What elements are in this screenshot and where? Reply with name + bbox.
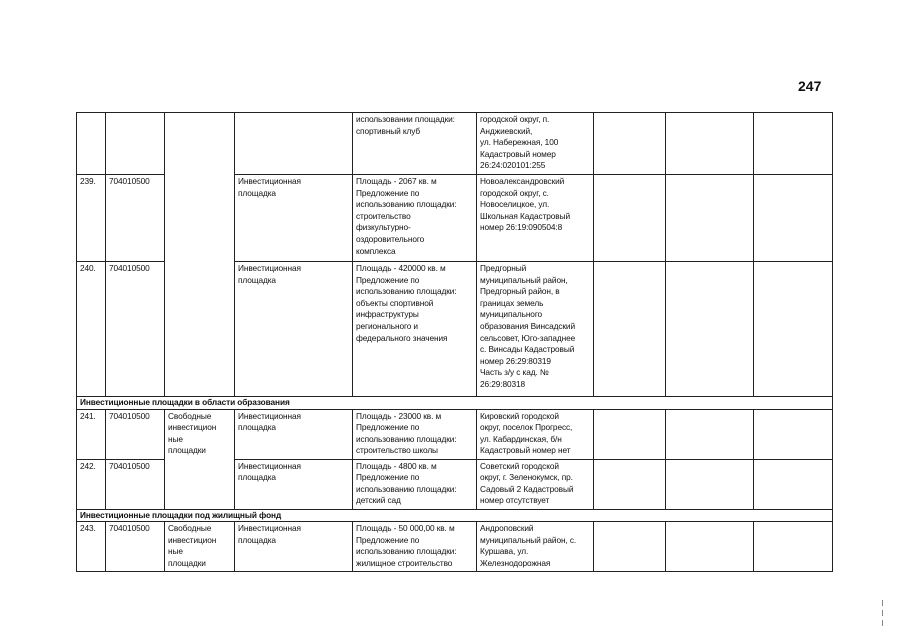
code-cell: 704010500	[106, 459, 165, 509]
address-cell: Советский городской округ, г. Зеленокумск, пр. Садовый 2 Кадастровый номер отсутствует	[477, 459, 594, 509]
description-cell: использовании площадки: спортивный клуб	[353, 113, 477, 175]
row-number-cell: 242.	[77, 459, 106, 509]
section-title: Инвестиционные площадки в области образования	[77, 397, 833, 410]
address-cell: Предгорный муниципальный район, Предгорный район, в границах земель муниципального образования Винсадский сельсовет, Юго-западнее с. Винсады Кадастровый номер 26:29:80319 Часть з/у с кад. № 26:29:80318	[477, 262, 594, 397]
empty-cell	[754, 262, 833, 397]
address-cell: Кировский городской округ, поселок Прогресс, ул. Кабардинская, б/н Кадастровый номер нет	[477, 409, 594, 459]
description-cell: Площадь - 50 000,00 кв. м Предложение по использованию площадки: жилищное строительство	[353, 522, 477, 571]
table-row	[77, 522, 833, 571]
empty-cell	[594, 459, 666, 509]
empty-cell	[754, 409, 833, 459]
empty-cell	[594, 409, 666, 459]
description-cell: Площадь - 4800 кв. м Предложение по использованию площадки: детский сад	[353, 459, 477, 509]
name-cell: Инвестиционная площадка	[235, 262, 353, 397]
type-cell: Свободные инвестицион ные площадки	[165, 522, 235, 571]
empty-cell	[594, 262, 666, 397]
type-cell: Свободные инвестицион ные площадки	[165, 409, 235, 509]
empty-cell	[594, 113, 666, 175]
empty-cell	[666, 175, 754, 262]
address-cell: городской округ, п. Анджиевский, ул. Набережная, 100 Кадастровый номер 26:24:020101:255	[477, 113, 594, 175]
code-cell: 704010500	[106, 175, 165, 262]
row-number-cell	[77, 113, 106, 175]
section-header-row	[77, 509, 833, 522]
empty-cell	[594, 522, 666, 571]
scan-margin-marks	[882, 600, 884, 640]
empty-cell	[666, 522, 754, 571]
name-cell	[235, 113, 353, 175]
code-cell: 704010500	[106, 522, 165, 571]
name-cell: Инвестиционная площадка	[235, 459, 353, 509]
address-cell: Новоалександровский городской округ, с. Новоселицкое, ул. Школьная Кадастровый номер 26:19:090504:8	[477, 175, 594, 262]
address-cell: Андроповский муниципальный район, с. Куршава, ул. Железнодорожная	[477, 522, 594, 571]
name-cell: Инвестиционная площадка	[235, 522, 353, 571]
empty-cell	[666, 262, 754, 397]
section-header-row	[77, 397, 833, 410]
empty-cell	[666, 409, 754, 459]
empty-cell	[666, 113, 754, 175]
name-cell: Инвестиционная площадка	[235, 175, 353, 262]
description-cell: Площадь - 420000 кв. м Предложение по использованию площадки: объекты спортивной инфраструктуры регионального и федерального значения	[353, 262, 477, 397]
name-cell: Инвестиционная площадка	[235, 409, 353, 459]
page-number: 247	[798, 78, 822, 94]
empty-cell	[594, 175, 666, 262]
row-number-cell: 243.	[77, 522, 106, 571]
row-number-cell: 240.	[77, 262, 106, 397]
description-cell: Площадь - 23000 кв. м Предложение по использованию площадки: строительство школы	[353, 409, 477, 459]
empty-cell	[754, 522, 833, 571]
row-number-cell: 239.	[77, 175, 106, 262]
code-cell: 704010500	[106, 262, 165, 397]
code-cell	[106, 113, 165, 175]
table-row	[77, 113, 833, 175]
empty-cell	[666, 459, 754, 509]
empty-cell	[754, 113, 833, 175]
row-number-cell: 241.	[77, 409, 106, 459]
section-title: Инвестиционные площадки под жилищный фонд	[77, 509, 833, 522]
empty-cell	[754, 175, 833, 262]
type-cell	[165, 113, 235, 397]
code-cell: 704010500	[106, 409, 165, 459]
investment-sites-table	[76, 112, 833, 572]
description-cell: Площадь - 2067 кв. м Предложение по использованию площадки: строительство физкультурно- оздоровительного комплекса	[353, 175, 477, 262]
empty-cell	[754, 459, 833, 509]
table-row	[77, 409, 833, 459]
